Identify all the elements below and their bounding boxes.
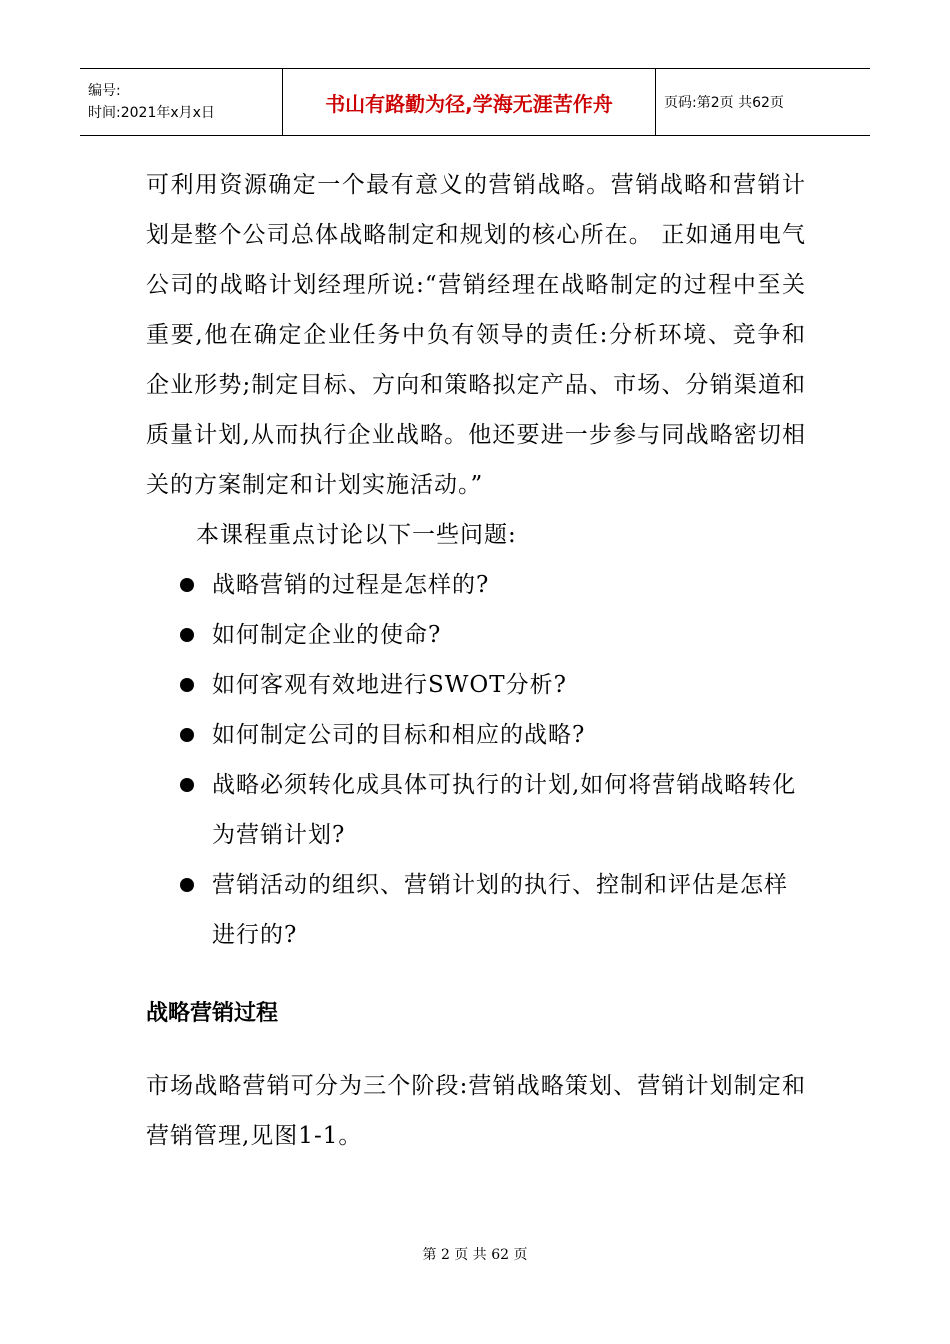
body-paragraph-2: 市场战略营销可分为三个阶段:营销战略策划、营销计划制定和营销管理,见图1-1。 <box>146 1073 806 1149</box>
bullet-dot-icon <box>180 728 194 742</box>
list-item <box>146 560 806 610</box>
body-intro: 本课程重点讨论以下一些问题: <box>196 522 517 548</box>
bullet-dot-icon <box>180 778 194 792</box>
page-header <box>80 68 870 136</box>
topic-list <box>146 560 806 960</box>
bullet-dot-icon <box>180 678 194 692</box>
header-time-label: 时间:2021年x月x日 <box>88 105 215 121</box>
list-item <box>146 660 806 710</box>
body-paragraph-1: 可利用资源确定一个最有意义的营销战略。营销战略和营销计划是整个公司总体战略制定和规划的核心所在。 正如通用电气公司的战略计划经理所说:“营销经理在战略制定的过程中至关重要,他在确定企业任务中负有领导的责任:分析环境、竞争和企业形势;制定目标、方向和策略拟定产品、市场、分销渠道和质量计划,从而执行企业战略。他还要进一步参与同战略密切相关的方案制定和计划实施活动。” <box>146 172 806 498</box>
list-item-text: 战略必须转化成具体可执行的计划,如何将营销战略转化为营销计划? <box>212 772 797 848</box>
bullet-dot-icon <box>180 628 194 642</box>
list-item <box>146 610 806 660</box>
bullet-dot-icon <box>180 578 194 592</box>
list-item-text: 战略营销的过程是怎样的? <box>212 572 490 598</box>
list-item <box>146 860 806 960</box>
list-item-text: 如何制定企业的使命? <box>212 622 442 648</box>
section-title: 战略营销过程 <box>146 1001 279 1026</box>
header-page-info: 页码:第2页 共62页 <box>664 95 784 111</box>
document-body <box>146 160 806 1161</box>
page-footer: 第 2 页 共 62 页 <box>422 1247 528 1263</box>
list-item-text: 营销活动的组织、营销计划的执行、控制和评估是怎样进行的? <box>212 872 788 948</box>
list-item-text: 如何客观有效地进行SWOT分析? <box>212 672 567 698</box>
list-item <box>146 710 806 760</box>
header-motto: 书山有路勤为径,学海无涯苦作舟 <box>283 69 656 135</box>
bullet-dot-icon <box>180 878 194 892</box>
header-meta <box>80 69 283 135</box>
list-item-text: 如何制定公司的目标和相应的战略? <box>212 722 586 748</box>
list-item <box>146 760 806 860</box>
header-number-label: 编号: <box>88 83 121 99</box>
